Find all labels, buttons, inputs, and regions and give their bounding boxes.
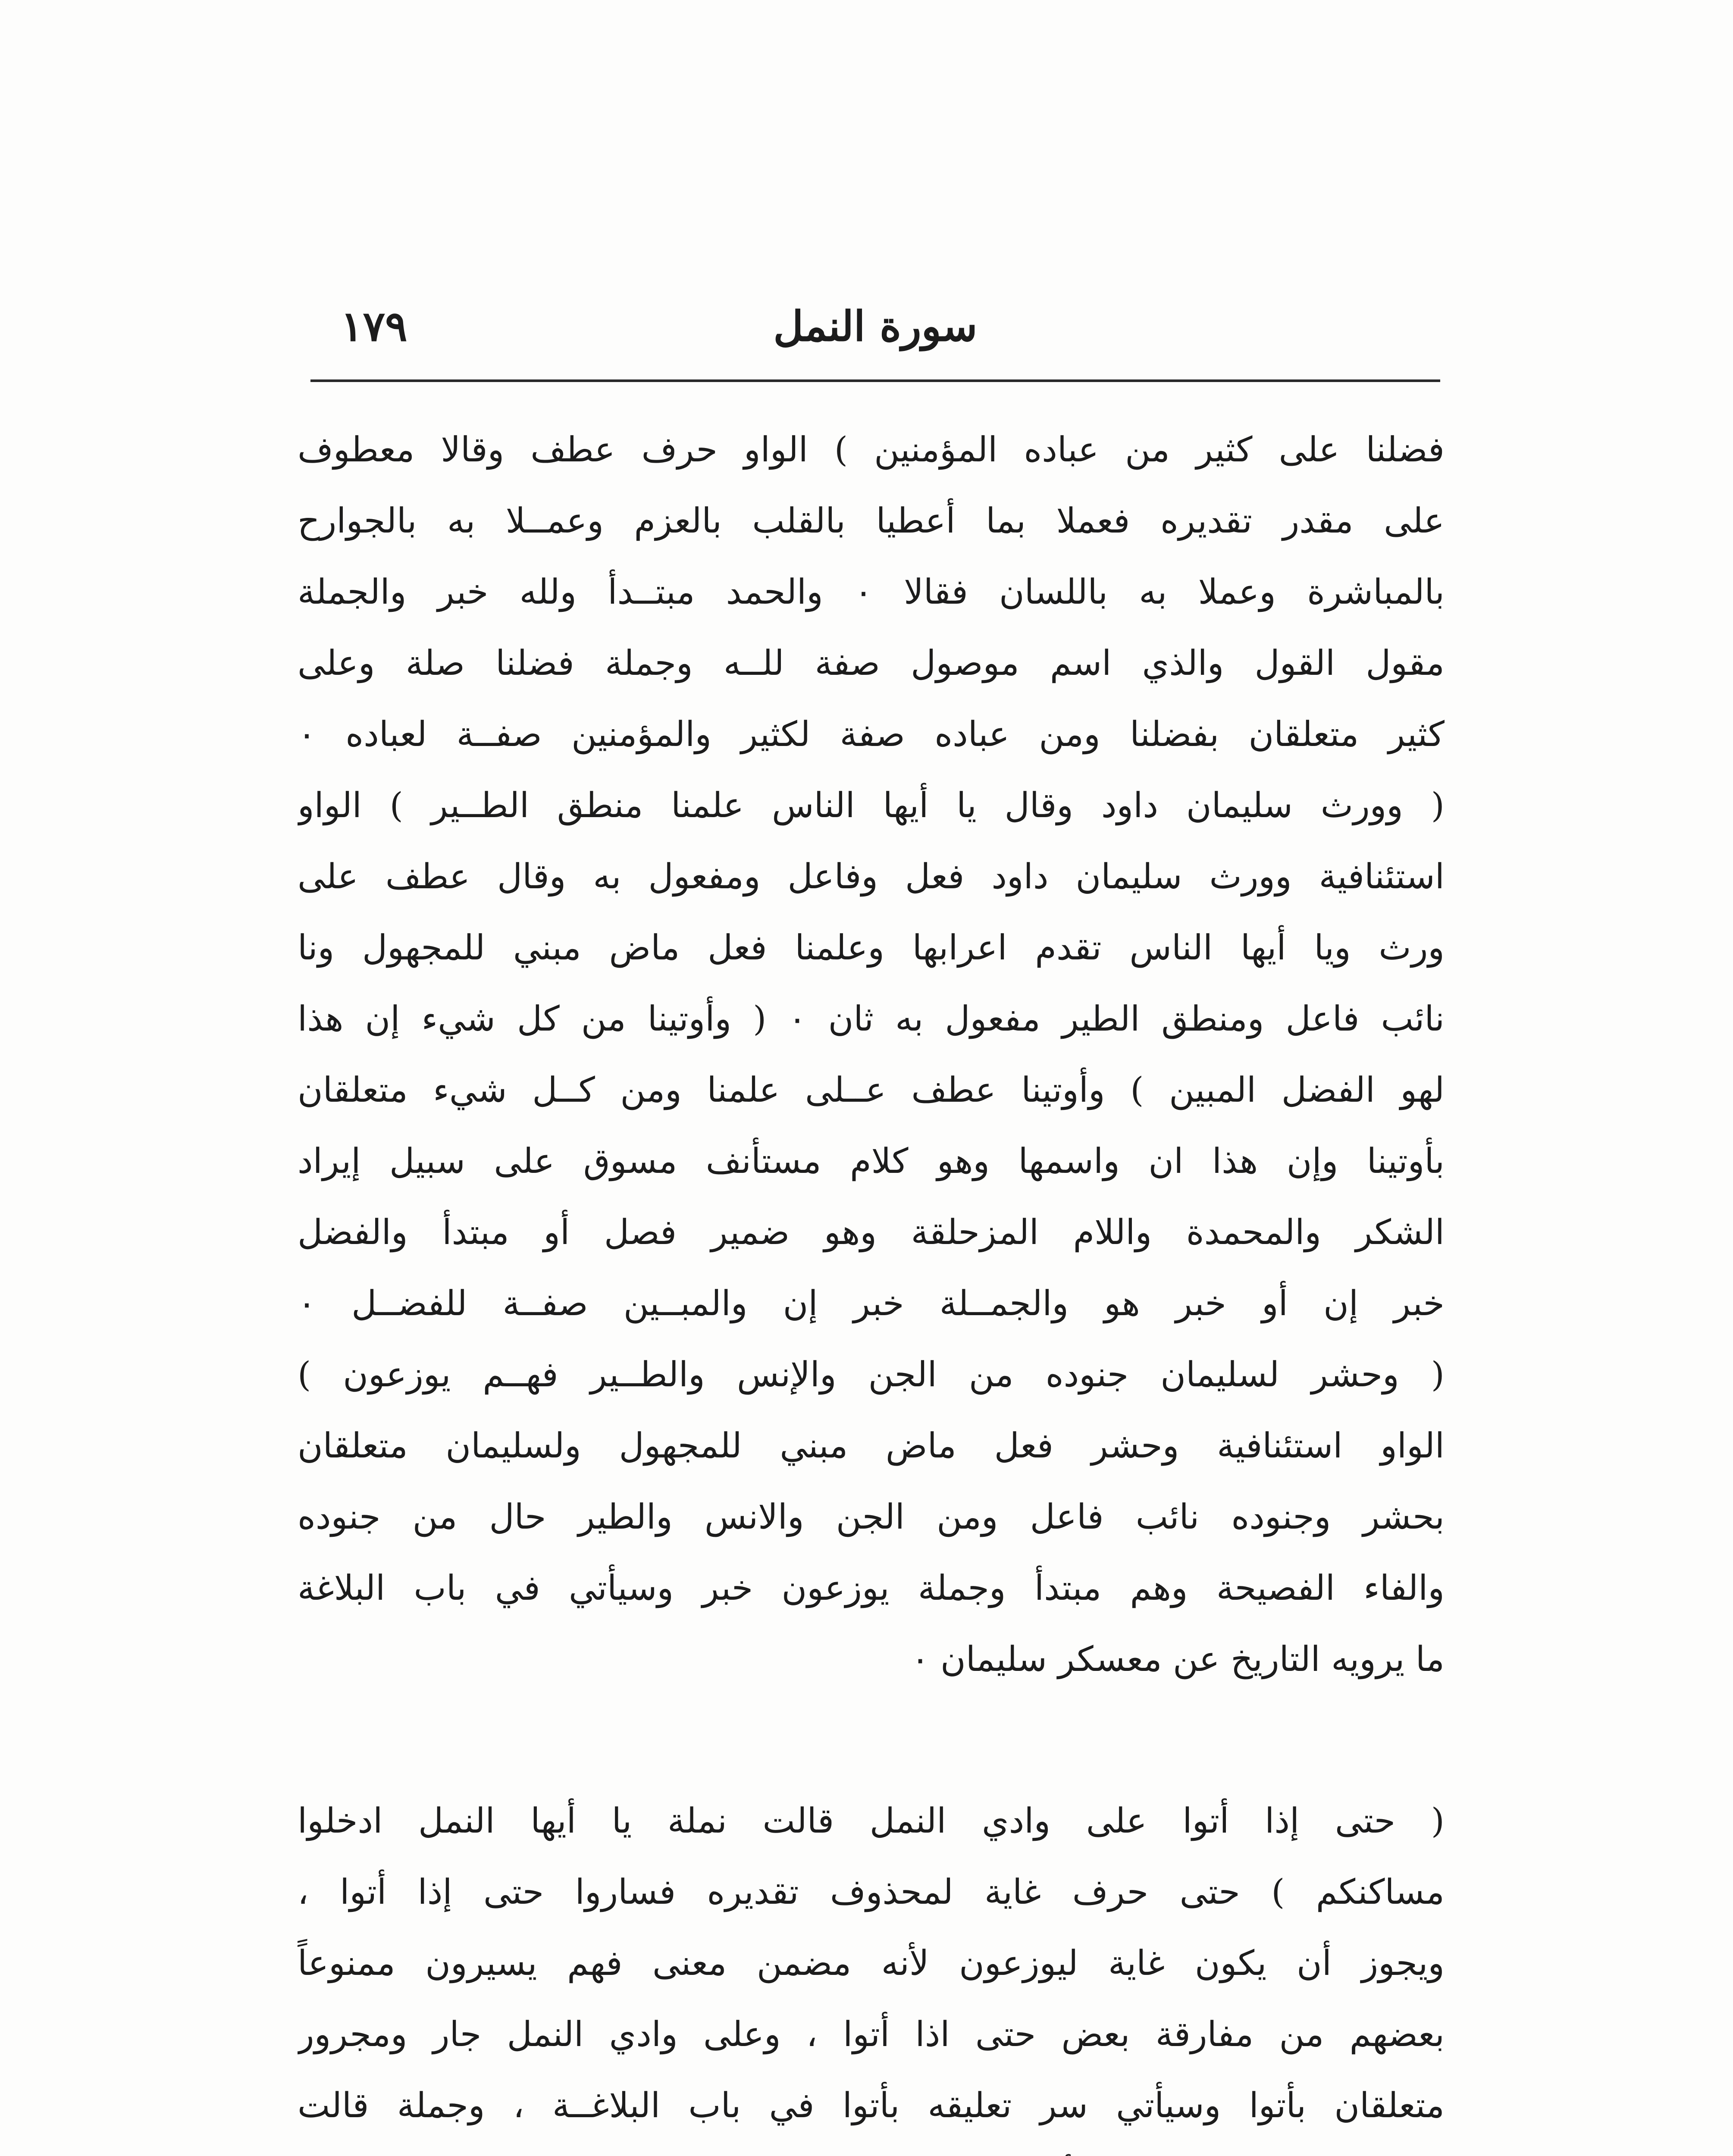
text-line: بأوتينا وإن هذا ان واسمها وهو كلام مستأنف مسوق على سبيل إيراد: [298, 1141, 1445, 1181]
text-line: بالمباشرة وعملا به باللسان فقالا ٠ والحمد مبتــدأ ولله خبر والجملة: [298, 572, 1445, 612]
text-line: على مقدر تقديره فعملا بما أعطيا بالقلب بالعزم وعمــلا به بالجوارح: [298, 501, 1445, 541]
text-line: مساكنكم ) حتى حرف غاية لمحذوف تقديره فساروا حتى إذا أتوا ،: [298, 1872, 1445, 1912]
text-line: خبر إن أو خبر هو والجمــلة خبر إن والمبــين صفــة للفضــل ٠: [298, 1283, 1445, 1323]
text-line: والفاء الفصيحة وهم مبتدأ وجملة يوزعون خبر وسيأتي في باب البلاغة: [298, 1568, 1445, 1608]
body-text: [298, 414, 1445, 2156]
text-line: نائب فاعل ومنطق الطير مفعول به ثان ٠ ( وأوتينا من كل شيء إن هذا: [298, 999, 1445, 1039]
text-line: ورث ويا أيها الناس تقدم اعرابها وعلمنا فعل ماض مبني للمجهول ونا: [298, 928, 1445, 968]
text-line: [298, 2141, 1445, 2156]
page-number: ١٧٩: [341, 302, 407, 351]
text-line: الشكر والمحمدة واللام المزحلقة وهو ضمير فصل أو مبتدأ والفضل: [298, 1212, 1445, 1252]
text-line: مقول القول والذي اسم موصول صفة للــه وجملة فضلنا صلة وعلى: [298, 643, 1445, 683]
text-line: استئنافية وورث سليمان داود فعل وفاعل ومفعول به وقال عطف على: [298, 856, 1445, 896]
text-line: فضلنا على كثير من عباده المؤمنين ) الواو حرف عطف وقالا معطوف: [298, 429, 1445, 470]
text-line: الواو استئنافية وحشر فعل ماض مبني للمجهول ولسليمان متعلقان: [298, 1426, 1445, 1466]
text-line: كثير متعلقان بفضلنا ومن عباده صفة لكثير والمؤمنين صفــة لعباده ٠: [298, 714, 1445, 754]
text-line: ( وورث سليمان داود وقال يا أيها الناس علمنا منطق الطــير ) الواو: [298, 785, 1445, 825]
text-line: ما يرويه التاريخ عن معسكر سليمان ٠: [911, 1639, 1445, 1679]
text-line: ويجوز أن يكون غاية ليوزعون لأنه مضمن معنى فهم يسيرون ممنوعاً: [298, 1943, 1445, 1983]
page-header: [310, 298, 1440, 384]
paragraph-gap: [298, 1695, 1445, 1785]
text-line: بعضهم من مفارقة بعض حتى اذا أتوا ، وعلى وادي النمل جار ومجرور: [298, 2014, 1445, 2054]
text-line: بحشر وجنوده نائب فاعل ومن الجن والانس والطير حال من جنوده: [298, 1497, 1445, 1537]
text-line: ( حتى إذا أتوا على وادي النمل قالت نملة يا أيها النمل ادخلوا: [298, 1801, 1445, 1841]
text-line: ( وحشر لسليمان جنوده من الجن والإنس والطــير فهــم يوزعون ): [298, 1354, 1445, 1395]
surah-title: سورة النمل: [773, 302, 978, 351]
text-line: لهو الفضل المبين ) وأوتينا عطف عــلى علمنا ومن كــل شيء متعلقان: [298, 1070, 1445, 1110]
header-rule: [310, 379, 1440, 382]
text-line: متعلقان بأتوا وسيأتي سر تعليقه بأتوا في باب البلاغــة ، وجملة قالت: [298, 2085, 1445, 2125]
